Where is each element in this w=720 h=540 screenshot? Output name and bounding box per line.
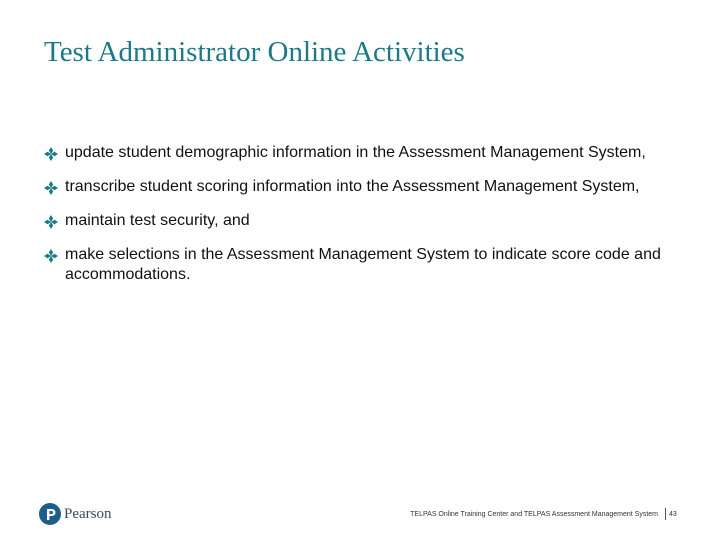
diamond-bullet-icon	[44, 147, 58, 161]
bullet-text: update student demographic information in the Assessment Management System,	[65, 144, 646, 161]
bullet-text: maintain test security, and	[65, 212, 250, 229]
bullet-text: make selections in the Assessment Management System to indicate score code and accommodations.	[65, 246, 661, 283]
bullet-list	[44, 143, 664, 299]
diamond-bullet-icon	[44, 215, 58, 229]
bullet-text: transcribe student scoring information into the Assessment Management System,	[65, 178, 640, 195]
logo-text: Pearson	[64, 505, 112, 522]
slide-title: Test Administrator Online Activities	[44, 36, 465, 68]
diamond-bullet-icon	[44, 181, 58, 195]
pearson-logo-icon	[39, 503, 61, 525]
diamond-bullet-icon	[44, 249, 58, 263]
bullet-item	[44, 245, 664, 285]
page-number: 43	[669, 511, 677, 518]
footer-text: TELPAS Online Training Center and TELPAS Assessment Management System	[410, 511, 658, 518]
bullet-item	[44, 211, 664, 231]
footer-divider	[665, 508, 666, 520]
bullet-item	[44, 177, 664, 197]
pearson-logo	[39, 503, 112, 525]
bullet-item	[44, 143, 664, 163]
